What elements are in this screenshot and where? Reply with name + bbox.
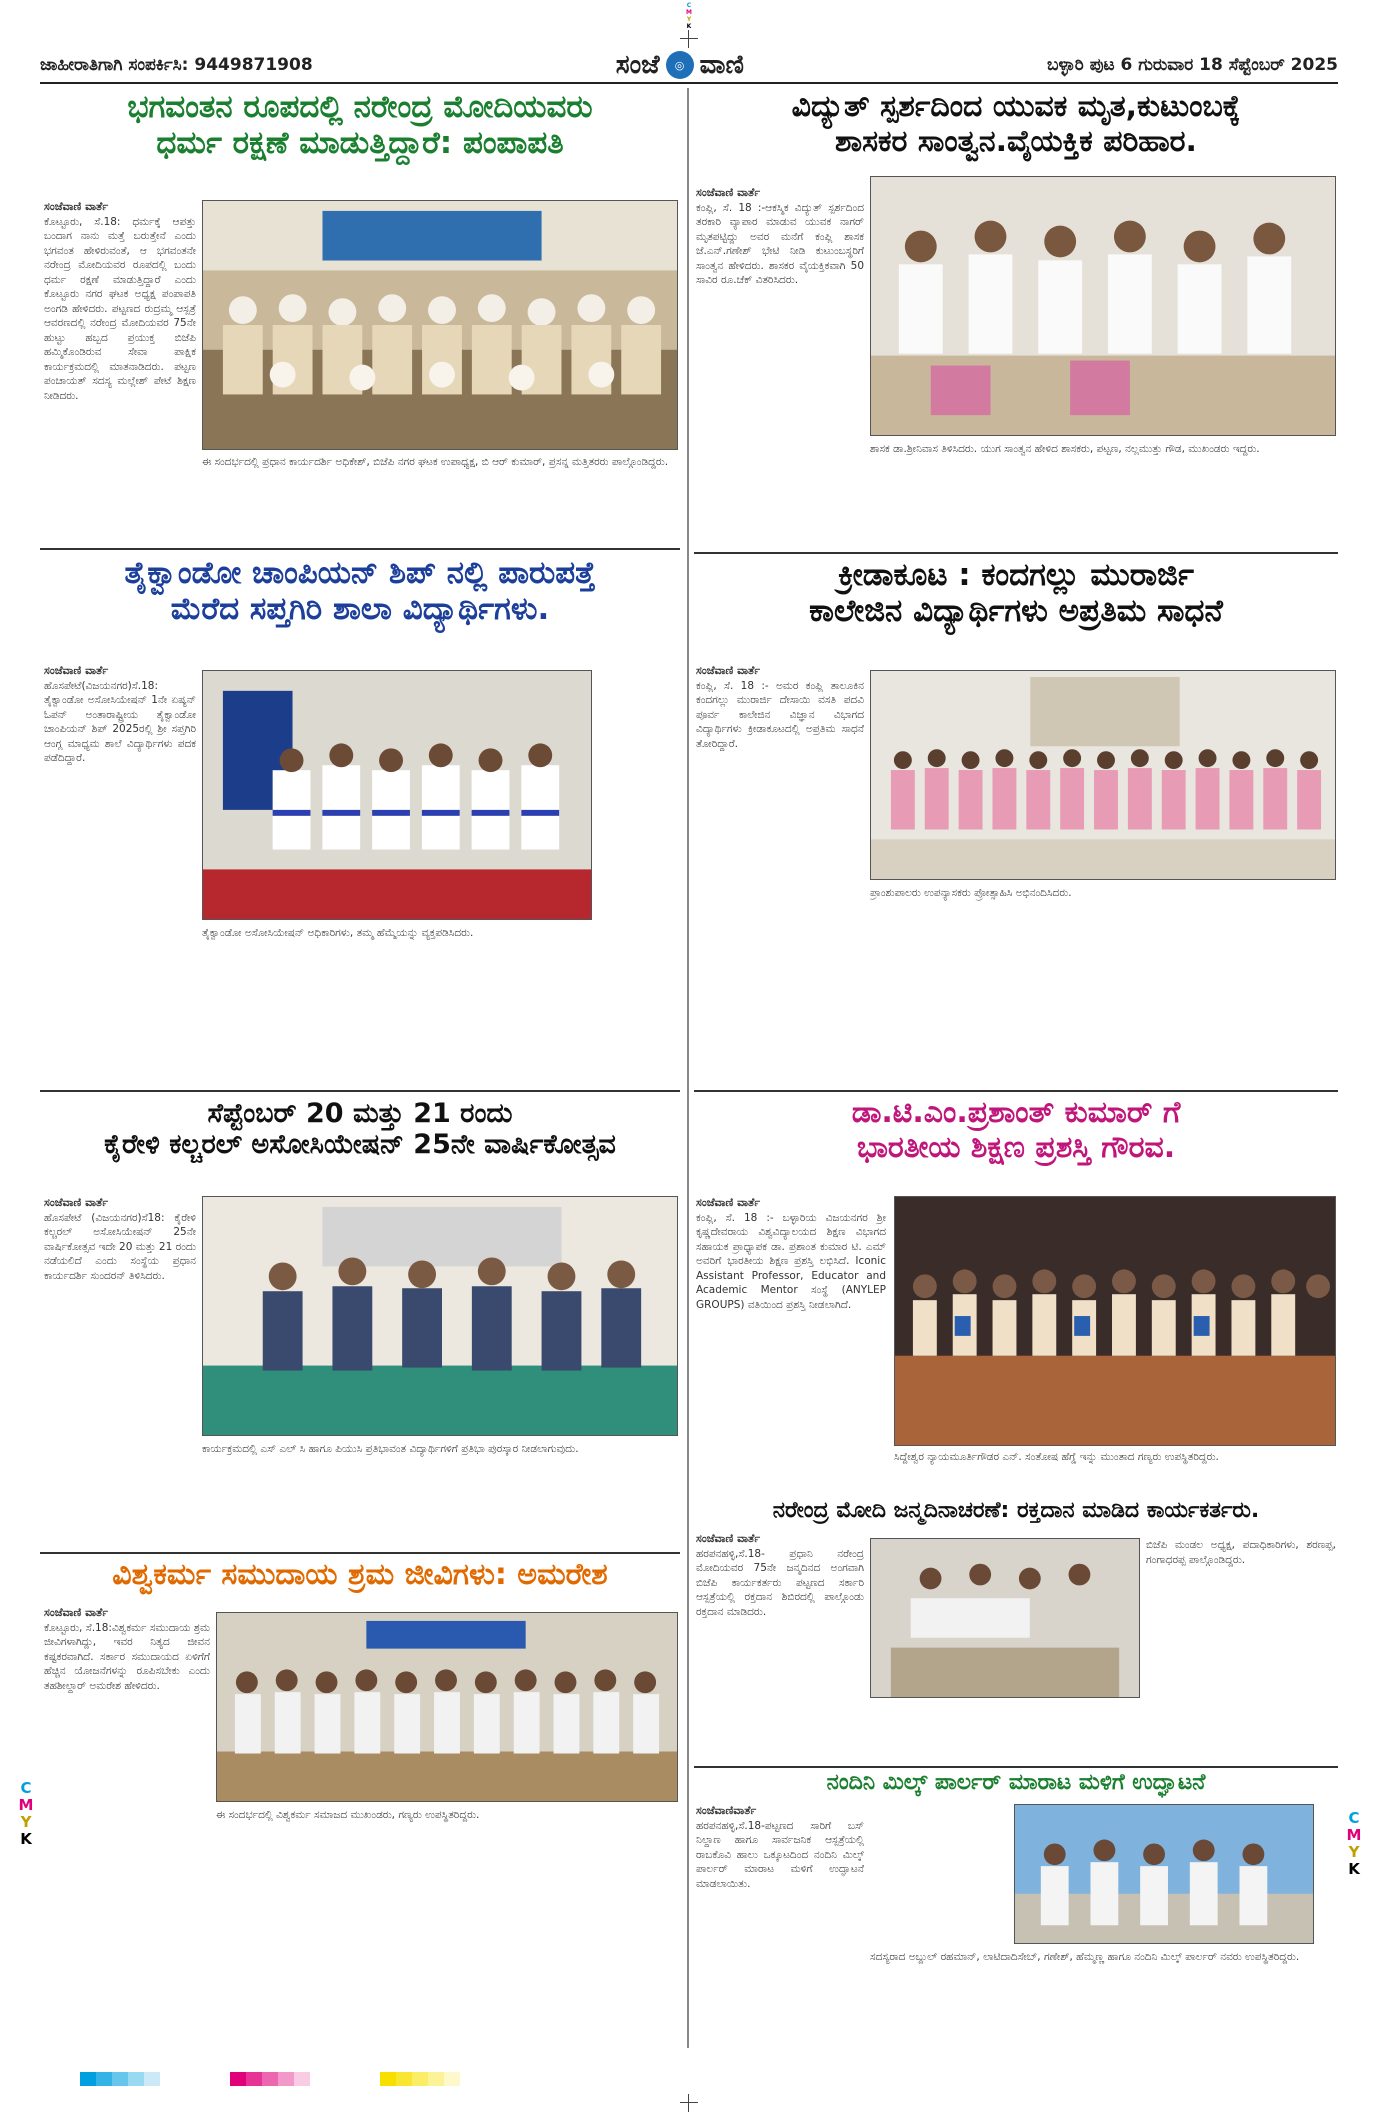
article-blood-text: ಸಂಜೆವಾಣಿ ವಾರ್ತೆ ಹರಪನಹಳ್ಳಿ,ಸೆ.18- ಪ್ರಧಾನಿ ನರೇಂದ್ರ ಮೋದಿಯವರ 75ನೇ ಜನ್ಮದಿನದ ಅಂಗವಾಗಿ ಬಿಜೆಪಿ ಕಾರ್ಯಕರ್ತರು ಪಟ್ಟಣದ ಸರ್ಕಾರಿ ಆಸ್ಪತ್ರೆಯಲ್ಲಿ ರಕ್ತದಾನ ಶಿಬಿರದಲ್ಲಿ ಪಾಲ್ಗೊಂಡು ರಕ್ತದಾನ ಮಾಡಿದರು. xyxy=(696,1532,864,1618)
photo-blood-donation xyxy=(870,1538,1140,1698)
article-taekwondo-text: ಸಂಜೆವಾಣಿ ವಾರ್ತೆ ಹೊಸಪೇಟೆ(ವಿಜಯನಗರ)ಸೆ.18: ತೈಕ್ವಾಂಡೋ ಅಸೋಸಿಯೇಷನ್ 1ನೇ ಏಷ್ಯನ್ ಓಪನ್ ಅಂತಾರಾಷ್ಟ್ರೀಯ ತೈಕ್ವಾಂಡೋ ಚಾಂಪಿಯನ್ ಶಿಪ್ 2025ರಲ್ಲಿ ಶ್ರೀ ಸಪ್ತಗಿರಿ ಆಂಗ್ಲ ಮಾಧ್ಯಮ ಶಾಲೆ ವಿದ್ಯಾರ್ಥಿಗಳು ಪದಕ ಪಡೆದಿದ್ದಾರೆ. xyxy=(44,664,196,764)
photo-modi-event xyxy=(202,200,678,450)
headline-sports: ಕ್ರೀಡಾಕೂಟ : ಕಂದಗಲ್ಲು ಮುರಾರ್ಜಿ ಕಾಲೇಜಿನ ವಿದ್ಯಾರ್ಥಿಗಳು ಅಪ್ರತಿಮ ಸಾಧನೆ xyxy=(809,557,1223,629)
photo-electric-visit xyxy=(870,176,1336,436)
caption-sports: ಪ್ರಾಂಶುಪಾಲರು ಉಪನ್ಯಾಸಕರು ಪ್ರೋತ್ಸಾಹಿಸಿ ಅಭಿನಂದಿಸಿದರು. xyxy=(870,887,1072,899)
dateline: ಬಳ್ಳಾರಿ ಪುಟ 6 ಗುರುವಾರ 18 ಸೆಪ್ಟೆಂಬರ್ 2025 xyxy=(1046,55,1338,75)
article-modi-text: ಸಂಜೆವಾಣಿ ವಾರ್ತೆ ಕೊಟ್ಟೂರು, ಸೆ.18: ಧರ್ಮಕ್ಕೆ ಆಪತ್ತು ಬಂದಾಗ ನಾನು ಮತ್ತೆ ಬರುತ್ತೇನೆ ಎಂದು ಭಗವಂತ ಹೇಳಿರುವಂತೆ, ಆ ಭಗವಂತನೇ ನರೇಂದ್ರ ಮೋದಿಯವರ ರೂಪದಲ್ಲಿ ಬಂದು ಧರ್ಮ ರಕ್ಷಣೆ ಮಾಡುತ್ತಿದ್ದಾರೆ ಎಂದು ಕೊಟ್ಟೂರು ನಗರ ಘಟಕ ಅಧ್ಯಕ್ಷ ಪಂಪಾಪತಿ ಅಂಗಡಿ ಹೇಳಿದರು. ಪಟ್ಟಣದ ರುದ್ರಮ್ಮ ಆಸ್ಪತ್ರೆ ಆವರಣದಲ್ಲಿ ನರೇಂದ್ರ ಮೋದಿಯವರ 75ನೇ ಹುಟ್ಟು ಹಬ್ಬದ ಪ್ರಯುಕ್ತ ಬಿಜೆಪಿ ಹಮ್ಮಿಕೊಂಡಿರುವ ಸೇವಾ ಪಾಕ್ಷಿಕ ಕಾರ್ಯಕ್ರಮದಲ್ಲಿ ಮಾತನಾಡಿದರು. ಪಟ್ಟಣ ಪಂಚಾಯತ್ ಸದಸ್ಯ ಮಲ್ಲೇಶ್ ಪೇಟೆ ಶಿಕ್ಷಣ ನೀಡಿದರು. xyxy=(44,200,196,402)
brand-left: ಸಂಜೆ xyxy=(615,49,660,80)
headline-modi: ಭಗವಂತನ ರೂಪದಲ್ಲಿ ನರೇಂದ್ರ ಮೋದಿಯವರು ಧರ್ಮ ರಕ್ಷಣೆ ಮಾಡುತ್ತಿದ್ದಾರೆ: ಪಂಪಾಪತಿ xyxy=(127,89,593,161)
headline-kairali: ಸೆಪ್ಟೆಂಬರ್ 20 ಮತ್ತು 21 ರಂದು ಕೈರೇಳಿ ಕಲ್ಚರಲ್ ಅಸೋಸಿಯೇಷನ್ 25ನೇ ವಾರ್ಷಿಕೋತ್ಸವ xyxy=(104,1098,616,1161)
caption-blood: ಬಿಜೆಪಿ ಮಂಡಲ ಅಧ್ಯಕ್ಷ, ಪದಾಧಿಕಾರಿಗಳು, ಶರಣಪ್ಪ, ಗಂಗಾಧರಪ್ಪ ಪಾಲ್ಗೊಂಡಿದ್ದರು. xyxy=(1146,1539,1336,1566)
masthead xyxy=(40,48,1338,84)
section-rule xyxy=(40,548,680,550)
photo-sports-students xyxy=(870,670,1336,880)
article-electric-text: ಸಂಜೆವಾಣಿ ವಾರ್ತೆ ಕಂಪ್ಲಿ, ಸೆ. 18 :-ಆಕಸ್ಮಿಕ ವಿದ್ಯುತ್ ಸ್ಪರ್ಶದಿಂದ ತರಕಾರಿ ವ್ಯಾಪಾರ ಮಾಡುವ ಯುವಕ ನಾಗರ್ ಮೃತಪಟ್ಟಿದ್ದು ಅವರ ಮನೆಗೆ ಕಂಪ್ಲಿ ಶಾಸಕ ಜೆ.ಎನ್.ಗಣೇಶ್ ಭೇಟಿ ನೀಡಿ ಕುಟುಂಬಸ್ಥರಿಗೆ ಸಾಂತ್ವನ ಹೇಳಿದರು. ಶಾಸಕರ ವೈಯಕ್ತಿಕವಾಗಿ 50 ಸಾವಿರ ರೂ.ಚೆಕ್ ವಿತರಿಸಿದರು. xyxy=(696,186,864,286)
photo-vishwakarma-group xyxy=(216,1612,678,1802)
newspaper-brand xyxy=(616,50,744,81)
caption-nandini: ಸದಸ್ಯರಾದ ಅಬ್ದುಲ್ ರಹಮಾನ್, ಲಾಟಿದಾದಿಸೇಬ್, ಗಣೇಶ್, ಹೆಮ್ಮಣ್ಣ ಹಾಗೂ ನಂದಿನಿ ಮಿಲ್ಕ್ ಪಾರ್ಲರ್ ನವರು ಉಪಸ್ಥಿತರಿದ್ದರು. xyxy=(870,1951,1300,1963)
brand-logo-icon: ◎ xyxy=(666,51,694,79)
side-cmyk-right: C M Y K xyxy=(1346,1809,1362,1878)
headline-vishwakarma: ವಿಶ್ವಕರ್ಮ ಸಮುದಾಯ ಶ್ರಮ ಜೀವಿಗಳು: ಅಮರೇಶ xyxy=(112,1557,608,1592)
headline-taekwondo: ತೈಕ್ವಾಂಡೋ ಚಾಂಪಿಯನ್ ಶಿಪ್ ನಲ್ಲಿ ಪಾರುಪತ್ತೆ ಮೆರೆದ ಸಪ್ತಗಿರಿ ಶಾಲಾ ವಿದ್ಯಾರ್ಥಿಗಳು. xyxy=(124,555,596,627)
headline-electric: ವಿದ್ಯುತ್ ಸ್ಪರ್ಶದಿಂದ ಯುವಕ ಮೃತ,ಕುಟುಂಬಕ್ಕೆ ಶಾಸಕರ ಸಾಂತ್ವನ.ವೈಯಕ್ತಿಕ ಪರಿಹಾರ. xyxy=(791,89,1241,159)
caption-kairali: ಕಾರ್ಯಕ್ರಮದಲ್ಲಿ ಎಸ್ ಎಲ್ ಸಿ ಹಾಗೂ ಪಿಯುಸಿ ಪ್ರತಿಭಾವಂತ ವಿದ್ಯಾರ್ಥಿಗಳಿಗೆ ಪ್ರತಿಭಾ ಪುರಸ್ಕಾರ ನೀಡಲಾಗುವುದು. xyxy=(202,1443,579,1455)
colorbar-cyan xyxy=(80,2072,160,2086)
headline-prashanth: ಡಾ.ಟಿ.ಎಂ.ಪ್ರಶಾಂತ್ ಕುಮಾರ್ ಗೆ ಭಾರತೀಯ ಶಿಕ್ಷಣ ಪ್ರಶಸ್ತಿ ಗೌರವ. xyxy=(851,1095,1181,1165)
photo-nandini-inauguration xyxy=(1014,1804,1314,1944)
article-sports-text: ಸಂಜೆವಾಣಿ ವಾರ್ತೆ ಕಂಪ್ಲಿ, ಸೆ. 18 :- ಅಮರ ಕಂಪ್ಲಿ ತಾಲೂಕಿನ ಕಂದಗಲ್ಲು ಮುರಾರ್ಜಿ ದೇಸಾಯಿ ವಸತಿ ಪದವಿ ಪೂರ್ವ ಕಾಲೇಜಿನ ವಿಜ್ಞಾನ ವಿಭಾಗದ ವಿದ್ಯಾರ್ಥಿಗಳು ಕ್ರೀಡಾಕೂಟದಲ್ಲಿ ಅಪ್ರತಿಮ ಸಾಧನೆ ತೋರಿದ್ದಾರೆ. xyxy=(696,664,864,750)
article-kairali-text: ಸಂಜೆವಾಣಿ ವಾರ್ತೆ ಹೊಸಪೇಟೆ (ವಿಜಯನಗರ)ಸೆ18: ಕೈರೇಳಿ ಕಲ್ಚರಲ್ ಅಸೋಸಿಯೇಷನ್ 25ನೇ ವಾರ್ಷಿಕೋತ್ಸವ ಇದೇ 20 ಮತ್ತು 21 ರಂದು ನಡೆಯಲಿದೆ ಎಂದು ಸಂಸ್ಥೆಯ ಪ್ರಧಾನ ಕಾರ್ಯದರ್ಶಿ ಸುಂದರನ್ ತಿಳಿಸಿದರು. xyxy=(44,1196,196,1282)
photo-kairali-press xyxy=(202,1196,678,1436)
registration-mark-bottom xyxy=(680,2094,698,2112)
headline-nandini: ನಂದಿನಿ ಮಿಲ್ಕ್ ಪಾರ್ಲರ್ ಮಾರಾಟ ಮಳಿಗೆ ಉದ್ಘಾಟನೆ xyxy=(826,1770,1206,1795)
article-nandini-text: ಸಂಜೆವಾಣಿವಾರ್ತೆ ಹರಪನಹಳ್ಳಿ,ಸೆ.18-ಪಟ್ಟಣದ ಸಾರಿಗೆ ಬಸ್ ನಿಲ್ದಾಣ ಹಾಗೂ ಸಾರ್ವಜನಿಕ ಆಸ್ಪತ್ರೆಯಲ್ಲಿ ರಾಬಕೊವಿ ಹಾಲು ಒಕ್ಕೂಟದಿಂದ ನಂದಿನಿ ಮಿಲ್ಕ್ ಪಾರ್ಲರ್ ಮಾರಾಟ ಮಳಿಗೆ ಉದ್ಘಾಟನೆ ಮಾಡಲಾಯಿತು. xyxy=(696,1804,864,1890)
caption-modi: ಈ ಸಂದರ್ಭದಲ್ಲಿ ಪ್ರಧಾನ ಕಾರ್ಯದರ್ಶಿ ಅಧಿಕೇಶ್, ಬಿಜೆಪಿ ನಗರ ಘಟಕ ಉಪಾಧ್ಯಕ್ಷ, ಬಿ ಆರ್ ಕುಮಾರ್, ಪ್ರಸನ್ನ ಮತ್ತಿತರರು ಪಾಲ್ಗೊಂಡಿದ್ದರು. xyxy=(202,456,669,468)
photo-taekwondo-students xyxy=(202,670,592,920)
print-cmyk-mark: C M Y K xyxy=(686,2,692,30)
photo-prashanth-award xyxy=(894,1196,1336,1446)
colorbar-yellow xyxy=(380,2072,460,2086)
caption-electric: ಶಾಸಕ ಡಾ.ಶ್ರೀನಿವಾಸ ತಿಳಿಸಿದರು. ಯುಗ ಸಾಂತ್ವನ ಹೇಳಿದ ಶಾಸಕರು, ಪಟ್ಟಣ, ನಲ್ಲಮುತ್ತು ಗೌಡ, ಮುಖಂಡರು ಇದ್ದರು. xyxy=(870,443,1260,455)
caption-prashanth: ಸಿದ್ದೇಶ್ವರ ನ್ಯಾಯಮೂರ್ತಿಗೌಡರ ಎನ್. ಸಂತೋಷ ಹೆಗ್ಡೆ ಇನ್ನು ಮುಂತಾದ ಗಣ್ಯರು ಉಪಸ್ಥಿತರಿದ್ದರು. xyxy=(894,1451,1219,1463)
article-vishwakarma-text: ಸಂಜೆವಾಣಿ ವಾರ್ತೆ ಕೊಟ್ಟೂರು, ಸೆ.18:ವಿಶ್ವಕರ್ಮ ಸಮುದಾಯ ಶ್ರಮ ಜೀವಿಗಳಾಗಿದ್ದು, ಇವರ ನಿತ್ಯದ ಜೀವನ ಕಷ್ಟಕರವಾಗಿದೆ. ಸರ್ಕಾರ ಸಮುದಾಯದ ಏಳಿಗೆಗೆ ಹೆಚ್ಚಿನ ಯೋಜನೆಗಳನ್ನು ರೂಪಿಸಬೇಕು ಎಂದು ತಹಶೀಲ್ದಾರ್ ಅಮರೇಶ ಹೇಳಿದರು. xyxy=(44,1606,210,1692)
caption-taekwondo: ತೈಕ್ವಾಂಡೋ ಅಸೋಸಿಯೇಷನ್ ಅಧಿಕಾರಿಗಳು, ತಮ್ಮ ಹೆಮ್ಮೆಯನ್ನು ವ್ಯಕ್ತಪಡಿಸಿದರು. xyxy=(202,927,474,939)
caption-vishwakarma: ಈ ಸಂದರ್ಭದಲ್ಲಿ ವಿಶ್ವಕರ್ಮ ಸಮಾಜದ ಮುಖಂಡರು, ಗಣ್ಯರು ಉಪಸ್ಥಿತರಿದ್ದರು. xyxy=(216,1809,480,1821)
side-cmyk-left: C M Y K xyxy=(18,1779,34,1848)
ad-contact: ಜಾಹೀರಾತಿಗಾಗಿ ಸಂಪರ್ಕಿಸಿ: 9449871908 xyxy=(40,55,313,75)
section-rule xyxy=(694,552,1338,554)
section-rule xyxy=(694,1090,1338,1092)
column-divider xyxy=(687,88,689,2048)
brand-right: ವಾಣಿ xyxy=(699,49,744,80)
section-rule xyxy=(40,1090,680,1092)
section-rule xyxy=(694,1766,1338,1768)
section-rule xyxy=(40,1552,680,1554)
colorbar-magenta xyxy=(230,2072,310,2086)
headline-blood: ನರೇಂದ್ರ ಮೋದಿ ಜನ್ಮದಿನಾಚರಣೆ: ರಕ್ತದಾನ ಮಾಡಿದ ಕಾರ್ಯಕರ್ತರು. xyxy=(772,1498,1260,1523)
registration-mark-top xyxy=(680,30,698,48)
article-prashanth-text: ಸಂಜೆವಾಣಿ ವಾರ್ತೆ ಕಂಪ್ಲಿ, ಸೆ. 18 :- ಬಳ್ಳಾರಿಯ ವಿಜಯನಗರ ಶ್ರೀ ಕೃಷ್ಣದೇವರಾಯ ವಿಶ್ವವಿದ್ಯಾಲಯದ ಶಿಕ್ಷಣ ವಿಭಾಗದ ಸಹಾಯಕ ಪ್ರಾಧ್ಯಾಪಕ ಡಾ. ಪ್ರಶಾಂತ ಕುಮಾರ ಟಿ. ಎಮ್ ಅವರಿಗೆ ಭಾರತೀಯ ಶಿಕ್ಷಣ ಪ್ರಶಸ್ತಿ ಲಭಿಸಿದೆ. Iconic Assistant Professor, Educator and Academic Mentor ಸಂಸ್ಥೆ (ANYLEP GROUPS) ವತಿಯಿಂದ ಪ್ರಶಸ್ತಿ ನೀಡಲಾಗಿದೆ. xyxy=(696,1196,886,1311)
